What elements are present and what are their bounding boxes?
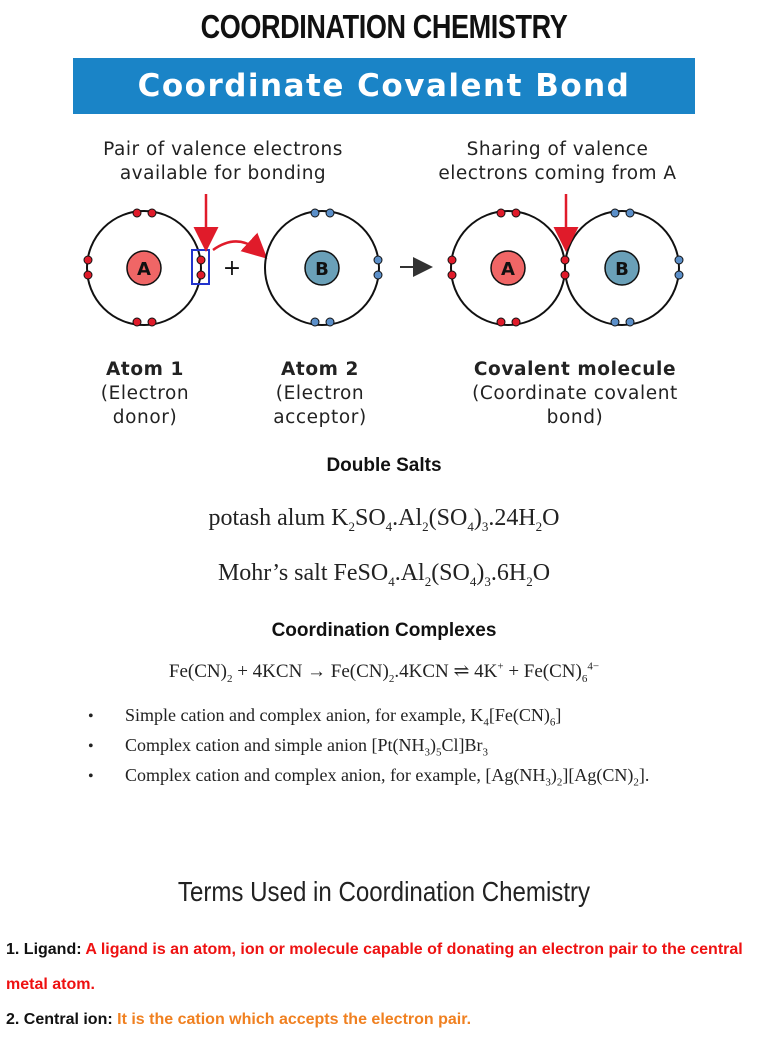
coordinate-bond-diagram: [0, 180, 768, 350]
page-title: COORDINATION CHEMISTRY: [200, 8, 568, 45]
nucleus-a-label: A: [137, 259, 151, 280]
donation-curve-arrow: [213, 241, 260, 252]
left-caption-line-1: Pair of valence electrons: [103, 139, 343, 160]
term-ligand: [6, 932, 746, 1002]
list-item: • Simple cation and complex anion, for example, $K_4[Fe(CN)_6]$: [88, 705, 562, 729]
electron: [611, 318, 619, 326]
electron: [512, 318, 520, 326]
molecule-title: Covalent molecule: [473, 359, 677, 380]
electron: [448, 271, 456, 279]
molecule-line-2: (Coordinate covalent: [472, 383, 678, 404]
atom-1-line-3: donor): [112, 407, 178, 428]
electron: [626, 318, 634, 326]
bullet-text: Simple cation and complex anion, for example,: [125, 705, 466, 726]
list-item: • Complex cation and simple anion $[Pt(NH_3)_5Cl]Br_3$: [88, 735, 488, 759]
electron: [675, 271, 683, 279]
electron: [311, 209, 319, 217]
atom-2: [265, 209, 382, 326]
atom-1-caption: [80, 358, 210, 430]
left-caption-line-2: available for bonding: [119, 163, 327, 184]
molecule-nucleus-b-label: B: [615, 259, 629, 280]
atom-1: [84, 209, 209, 326]
term-definition: A ligand is an atom, ion or molecule capable of donating an electron pair to the central metal atom.: [6, 941, 743, 993]
atom-2-caption: [250, 358, 390, 430]
electron: [497, 318, 505, 326]
bullet-icon: •: [88, 738, 94, 755]
bullet-text: Complex cation and complex anion, for example,: [125, 765, 481, 786]
shared-electron: [561, 256, 569, 264]
atom-2-title: Atom 2: [280, 359, 360, 380]
electron: [374, 256, 382, 264]
electron: [197, 256, 205, 264]
mohrs-salt-label: Mohr’s salt: [217, 560, 328, 586]
atom-2-line-2: (Electron: [275, 383, 365, 404]
shared-electron: [561, 271, 569, 279]
plus-sign: +: [222, 256, 242, 281]
electron: [675, 256, 683, 264]
bullet-icon: •: [88, 768, 94, 785]
atom-2-line-3: acceptor): [273, 407, 367, 428]
electron: [84, 256, 92, 264]
atom-1-title: Atom 1: [105, 359, 185, 380]
electron: [611, 209, 619, 217]
right-diagram-caption: [415, 138, 700, 186]
bullet-icon: •: [88, 708, 94, 725]
potash-alum-label: potash alum: [208, 505, 326, 531]
molecule-nucleus-a-label: A: [501, 259, 515, 280]
complex-types-list: [88, 702, 748, 792]
bullet-text: Complex cation and simple anion: [125, 735, 367, 756]
coordination-complexes-heading: Coordination Complexes: [271, 620, 497, 641]
electron: [326, 318, 334, 326]
right-caption-line-2: electrons coming from A: [438, 163, 677, 184]
electron: [626, 209, 634, 217]
electron: [148, 318, 156, 326]
section-banner: [73, 58, 695, 114]
electron: [197, 271, 205, 279]
electron: [133, 209, 141, 217]
left-diagram-caption: [78, 138, 368, 186]
term-label: 2. Central ion:: [6, 1011, 113, 1028]
electron: [497, 209, 505, 217]
electron: [374, 271, 382, 279]
electron: [448, 256, 456, 264]
electron: [326, 209, 334, 217]
term-label: 1. Ligand:: [6, 941, 82, 958]
term-definition: It is the cation which accepts the electron pair.: [117, 1011, 472, 1028]
banner-title: Coordinate Covalent Bond: [137, 68, 631, 104]
complex-formation-equation: $Fe(CN)_2 + 4KCN \to Fe(CN)_2.4KCN$ ⇌ $4K^+ + Fe(CN)_6^{4-}$: [168, 660, 600, 685]
terms-heading: Terms Used in Coordination Chemistry: [177, 876, 591, 907]
list-item: • Complex cation and complex anion, for example, $[Ag(NH_3)_2][Ag(CN)_2]$.: [88, 765, 650, 789]
mohrs-salt-formula: Mohr’s salt $FeSO_4.Al_2(SO_4)_3.6H_2O$: [217, 560, 551, 589]
electron: [133, 318, 141, 326]
nucleus-b-label: B: [315, 259, 329, 280]
electron: [311, 318, 319, 326]
electron: [84, 271, 92, 279]
electron: [512, 209, 520, 217]
molecule-line-3: bond): [546, 407, 604, 428]
molecule-caption: [440, 358, 710, 430]
potash-alum-formula: potash alum $K_2SO_4.Al_2(SO_4)_3.24H_2O$: [208, 505, 560, 534]
electron: [148, 209, 156, 217]
right-caption-line-1: Sharing of valence: [466, 139, 649, 160]
term-central-ion: [6, 1002, 746, 1037]
double-salts-heading: Double Salts: [326, 455, 442, 476]
atom-1-line-2: (Electron: [100, 383, 190, 404]
